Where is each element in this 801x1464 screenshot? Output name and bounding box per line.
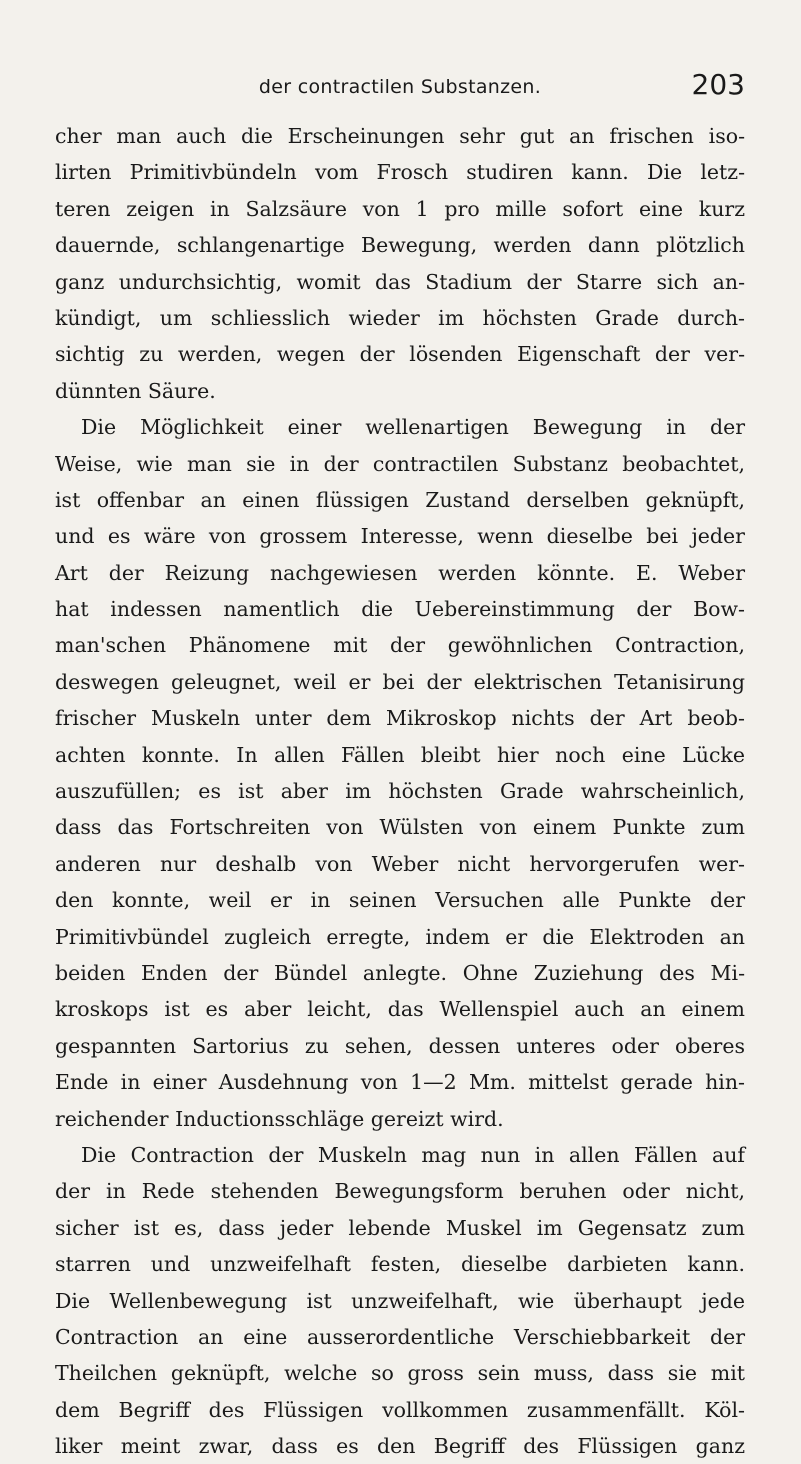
text-line: man'schen Phänomene mit der gewöhnlichen Contraction, [55, 633, 745, 658]
text-line: Die Contraction der Muskeln mag nun in allen Fällen auf [81, 1142, 745, 1167]
text-line: lirten Primitivbündeln vom Frosch studiren kann. Die letz- [55, 160, 745, 185]
text-line: dass das Fortschreiten von Wülsten von einem Punkte zum [55, 815, 745, 840]
text-line: den konnte, weil er in seinen Versuchen alle Punkte der [55, 888, 745, 913]
text-line: dünnten Säure. [55, 378, 216, 403]
text-line: kündigt, um schliesslich wieder im höchsten Grade durch- [55, 305, 745, 330]
text-line: und es wäre von grossem Interesse, wenn dieselbe bei jeder [55, 524, 745, 549]
text-line: kroskops ist es aber leicht, das Wellenspiel auch an einem [55, 997, 745, 1022]
page-number: 203 [691, 68, 745, 101]
text-line: hat indessen namentlich die Uebereinstimmung der Bow- [55, 597, 745, 622]
text-line: auszufüllen; es ist aber im höchsten Grade wahrscheinlich, [55, 779, 745, 804]
text-line: liker meint zwar, dass es den Begriff des Flüssigen ganz [55, 1434, 745, 1459]
text-line: Ende in einer Ausdehnung von 1—2 Mm. mittelst gerade hin- [55, 1070, 745, 1095]
text-line: teren zeigen in Salzsäure von 1 pro mille sofort eine kurz [55, 196, 745, 221]
text-line: ganz undurchsichtig, womit das Stadium der Starre sich an- [55, 269, 745, 294]
text-line: Primitivbündel zugleich erregte, indem er die Elektroden an [55, 924, 745, 949]
text-line: Weise, wie man sie in der contractilen Substanz beobachtet, [55, 451, 745, 476]
text-line: Art der Reizung nachgewiesen werden könnte. E. Weber [55, 560, 745, 585]
text-line: deswegen geleugnet, weil er bei der elektrischen Tetanisirung [55, 669, 745, 694]
text-line: achten konnte. In allen Fällen bleibt hier noch eine Lücke [55, 742, 745, 767]
text-line: dem Begriff des Flüssigen vollkommen zusammenfällt. Köl- [55, 1397, 745, 1422]
text-line: der in Rede stehenden Bewegungsform beruhen oder nicht, [55, 1179, 745, 1204]
text-line: Die Möglichkeit einer wellenartigen Bewegung in der [81, 415, 745, 440]
text-line: Die Wellenbewegung ist unzweifelhaft, wie überhaupt jede [55, 1288, 745, 1313]
body-text [55, 118, 745, 1464]
text-line: starren und unzweifelhaft festen, dieselbe darbieten kann. [55, 1252, 745, 1277]
text-line: Contraction an eine ausserordentliche Verschiebbarkeit der [55, 1324, 745, 1349]
text-line: cher man auch die Erscheinungen sehr gut an frischen iso- [55, 124, 745, 148]
running-title: der contractilen Substanzen. [258, 76, 542, 98]
page-header [55, 70, 745, 110]
text-line: reichender Inductionsschläge gereizt wird. [55, 1106, 504, 1131]
text-line: Theilchen geknüpft, welche so gross sein muss, dass sie mit [55, 1361, 745, 1386]
text-line: frischer Muskeln unter dem Mikroskop nichts der Art beob- [55, 706, 745, 731]
text-line: anderen nur deshalb von Weber nicht hervorgerufen wer- [55, 851, 745, 876]
text-line: ist offenbar an einen flüssigen Zustand derselben geknüpft, [55, 487, 745, 512]
text-line: sichtig zu werden, wegen der lösenden Eigenschaft der ver- [55, 342, 745, 367]
text-line: beiden Enden der Bündel anlegte. Ohne Zuziehung des Mi- [55, 960, 745, 985]
text-line: sicher ist es, dass jeder lebende Muskel im Gegensatz zum [55, 1215, 745, 1240]
text-line: dauernde, schlangenartige Bewegung, werden dann plötzlich [55, 233, 745, 258]
text-line: gespannten Sartorius zu sehen, dessen unteres oder oberes [55, 1033, 745, 1058]
